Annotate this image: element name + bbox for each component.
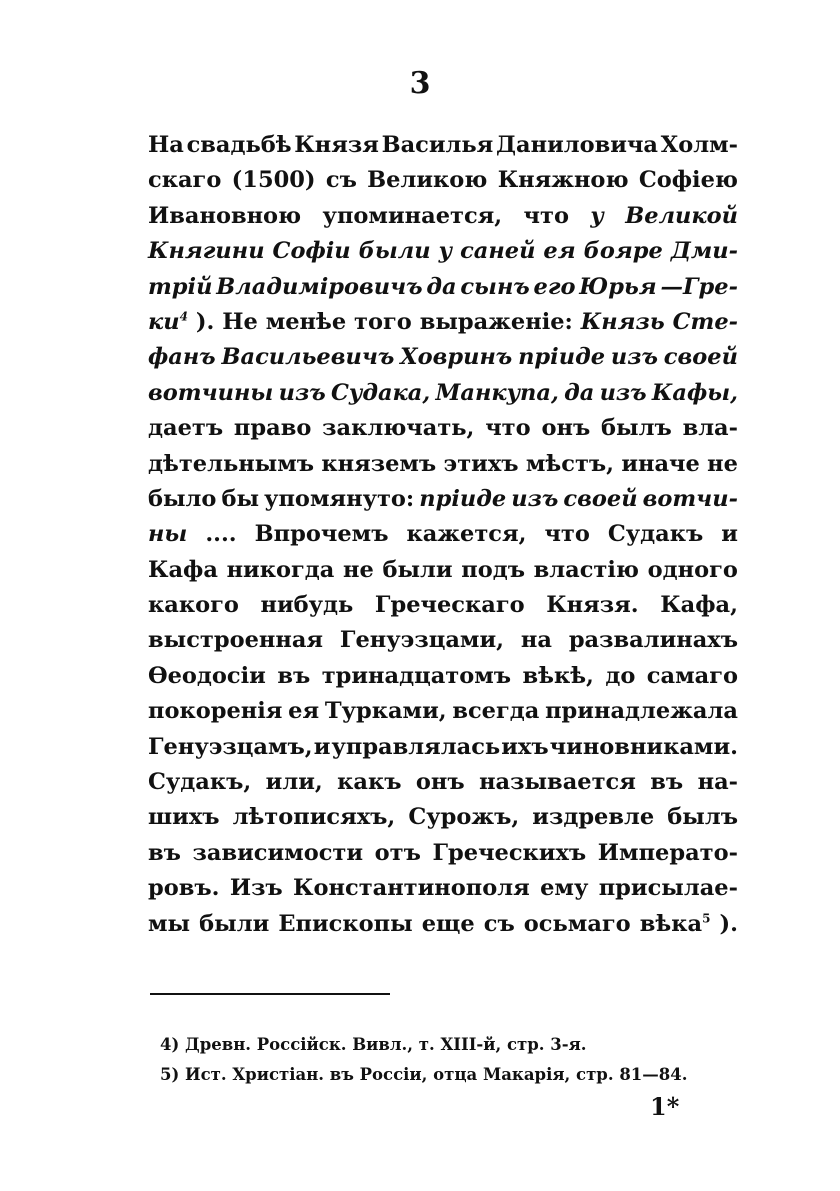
word: выстроенная	[148, 627, 324, 654]
word: и	[721, 521, 738, 548]
word: ровъ.	[148, 875, 220, 902]
word: самаго	[646, 662, 738, 689]
word: своей	[663, 344, 738, 371]
word: подъ	[461, 556, 525, 583]
word: Сте-	[672, 308, 738, 335]
word: не	[707, 450, 738, 477]
word: Князя.	[546, 592, 639, 619]
word: изъ	[278, 379, 326, 406]
text-line	[148, 305, 738, 340]
word: пріиде	[419, 485, 507, 512]
word: кажется,	[406, 521, 527, 548]
word: онъ	[415, 769, 465, 796]
word: отъ	[374, 839, 421, 866]
word: вла-	[682, 415, 738, 442]
word: ему	[540, 875, 589, 902]
text-line	[148, 730, 738, 765]
text-line	[148, 128, 738, 163]
word: Епископы	[278, 910, 413, 937]
word: нибудь	[260, 592, 354, 619]
word: было	[148, 485, 217, 512]
word: Турками,	[324, 698, 447, 725]
word: Кафы,	[651, 379, 738, 406]
word: что	[544, 521, 590, 548]
word: ).	[719, 910, 738, 937]
word: Холм-	[660, 132, 738, 158]
word: Императо-	[597, 839, 738, 866]
word: Княжною	[497, 167, 629, 194]
word: вотчи-	[642, 485, 738, 512]
text-line	[148, 447, 738, 482]
word: иначе	[621, 450, 700, 477]
word: ея	[288, 698, 320, 725]
word: менѣе	[265, 308, 347, 335]
word: Кафа	[148, 556, 218, 583]
word: у	[438, 238, 453, 265]
word: изъ	[511, 485, 559, 512]
word: —Гре-	[660, 273, 738, 300]
word: были	[358, 238, 431, 265]
word: его	[533, 273, 576, 300]
text-line	[148, 340, 738, 375]
word: Генуэзцами,	[339, 627, 504, 654]
page-number: 3	[409, 66, 431, 101]
text-line	[148, 623, 738, 658]
word: на-	[697, 769, 738, 796]
word: трій	[148, 273, 213, 300]
word: покоренія	[148, 698, 283, 725]
word: вѣкѣ,	[522, 662, 594, 689]
word: Софіи	[272, 238, 351, 265]
word: ки	[148, 308, 180, 335]
word: называется	[479, 769, 636, 796]
word: Не	[222, 308, 258, 335]
word: Манкупа,	[435, 379, 559, 406]
word: изъ	[610, 344, 658, 371]
word: упоминается,	[322, 202, 503, 229]
word: Княгини	[148, 238, 265, 265]
word: Князя	[294, 132, 379, 158]
word: этихъ	[443, 450, 519, 477]
word: мѣстъ,	[525, 450, 614, 477]
word: Великой	[625, 202, 738, 229]
word: не	[343, 556, 374, 583]
word: Греческаго	[374, 592, 525, 619]
word: Генуэзцамъ,	[148, 733, 313, 760]
word: въ	[277, 662, 311, 689]
word: боярe	[583, 238, 663, 265]
word: саней	[460, 238, 536, 265]
word: мы	[148, 910, 191, 937]
word: Константинополя	[293, 875, 530, 902]
word: на	[520, 627, 552, 654]
signature-mark: 1*	[650, 1092, 680, 1121]
footnote-rule	[150, 993, 390, 995]
word: Ѳеодосіи	[148, 662, 266, 689]
word: ихъ	[501, 733, 549, 760]
footnote-5: 5) Ист. Христіан. въ Россіи, отца Макарія, стр. 81—84.	[160, 1065, 688, 1084]
text-line	[148, 553, 738, 588]
word: съ	[483, 910, 515, 937]
word: выраженіе:	[419, 308, 573, 335]
word: какого	[148, 592, 239, 619]
word: изъ	[599, 379, 647, 406]
text-line	[148, 234, 738, 269]
word: заключать,	[322, 415, 475, 442]
word: осьмаго	[523, 910, 631, 937]
word: въ	[148, 839, 181, 866]
word: ея	[543, 238, 576, 265]
body-text	[148, 128, 738, 942]
word: Юрья	[579, 273, 657, 300]
word: ....	[205, 521, 237, 548]
word: Впрочемъ	[254, 521, 389, 548]
word: пріиде	[518, 344, 606, 371]
word: лѣтописяхъ,	[232, 804, 396, 831]
word: принадлежала	[545, 698, 738, 725]
word: никогда	[226, 556, 335, 583]
word: фанъ	[148, 344, 216, 371]
word: одного	[647, 556, 738, 583]
word: онъ	[541, 415, 591, 442]
word: что	[523, 202, 569, 229]
text-line	[148, 411, 738, 446]
text-line	[148, 517, 738, 552]
word: были	[199, 910, 270, 937]
word: Василья	[381, 132, 494, 158]
word: въ	[650, 769, 684, 796]
word: скаго	[148, 167, 222, 194]
word: ны	[148, 521, 188, 548]
word: Сурожъ,	[408, 804, 520, 831]
word: властію	[533, 556, 639, 583]
text-line	[148, 800, 738, 835]
word: да	[426, 273, 457, 300]
word: съ	[325, 167, 357, 194]
word: На	[148, 132, 184, 158]
text-line	[148, 694, 738, 729]
word: Судака,	[330, 379, 431, 406]
word: былъ	[601, 415, 672, 442]
word: Софіею	[638, 167, 738, 194]
word: упомянуто:	[264, 485, 415, 512]
text-line	[148, 199, 738, 234]
word: до	[605, 662, 636, 689]
word: даетъ	[148, 415, 224, 442]
word: какъ	[337, 769, 402, 796]
word: бы	[221, 485, 260, 512]
word: всегда	[452, 698, 540, 725]
footnote-ref: 5	[702, 911, 711, 926]
word: право	[233, 415, 312, 442]
word: чиновниками.	[549, 733, 738, 760]
word: Судакъ,	[148, 769, 252, 796]
word: свадьбѣ	[186, 132, 292, 158]
word: Судакъ	[607, 521, 704, 548]
word: вотчины	[148, 379, 274, 406]
word: еще	[421, 910, 475, 937]
word: издревле	[532, 804, 655, 831]
word: Великою	[367, 167, 488, 194]
footnotes	[160, 1030, 740, 1090]
word-with-ref	[148, 305, 188, 340]
word: тринадцатомъ	[321, 662, 512, 689]
word: шихъ	[148, 804, 220, 831]
word: ).	[195, 308, 215, 335]
word: Князь	[580, 308, 665, 335]
text-line	[148, 907, 738, 942]
word: княземъ	[321, 450, 437, 477]
word: своей	[563, 485, 638, 512]
word: присылае-	[598, 875, 738, 902]
word: Греческихъ	[432, 839, 587, 866]
word-with-ref	[640, 907, 711, 942]
text-line	[148, 871, 738, 906]
text-line	[148, 765, 738, 800]
word: да	[564, 379, 595, 406]
word: Даниловича	[496, 132, 659, 158]
word: того	[354, 308, 412, 335]
word: развалинахъ	[568, 627, 738, 654]
word: и	[313, 733, 331, 760]
text-line	[148, 376, 738, 411]
text-line	[148, 588, 738, 623]
word: Владиміровичъ	[216, 273, 423, 300]
word: Ивановною	[148, 202, 302, 229]
word: зависимости	[192, 839, 364, 866]
text-line	[148, 163, 738, 198]
word: Дми-	[670, 238, 738, 265]
word: (1500)	[231, 167, 316, 194]
text-line	[148, 270, 738, 305]
word: были	[382, 556, 453, 583]
text-line	[148, 482, 738, 517]
footnote-4: 4) Древн. Россійск. Вивл., т. XIII-й, стр. 3-я.	[160, 1035, 587, 1054]
text-line	[148, 836, 738, 871]
word: сынъ	[460, 273, 530, 300]
word: Изъ	[229, 875, 283, 902]
text-line	[148, 659, 738, 694]
word: управлялась	[331, 733, 501, 760]
word: или,	[265, 769, 323, 796]
word: вѣка	[639, 910, 703, 937]
word: Кафа,	[660, 592, 738, 619]
word: былъ	[667, 804, 738, 831]
word: Васильевичъ	[221, 344, 395, 371]
word: Ховринъ	[400, 344, 513, 371]
footnote-ref: 4	[179, 309, 188, 324]
word: дѣтельнымъ	[148, 450, 315, 477]
word: что	[485, 415, 531, 442]
word: у	[590, 202, 604, 229]
